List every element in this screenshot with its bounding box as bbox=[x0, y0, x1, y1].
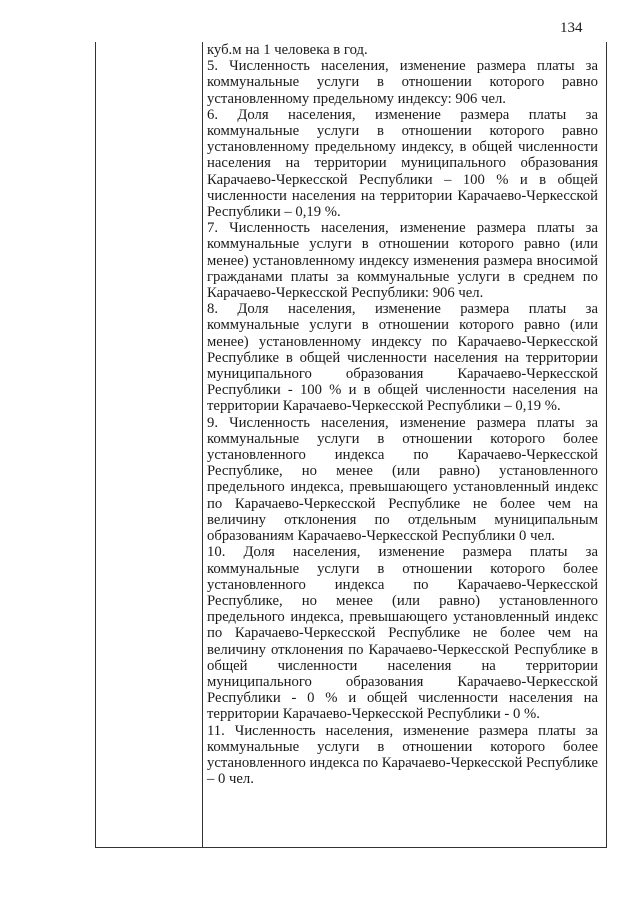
paragraph-item-7: 7. Численность населения, изменение размера платы за коммунальные услуги в отношении которого равно (или менее) установленному индексу изменения размера вносимой гражданами платы за коммунальные услуги в среднем по Карачаево-Черкесской Республики: 906 чел. bbox=[207, 220, 598, 302]
column-divider bbox=[202, 42, 203, 847]
document-table bbox=[95, 42, 607, 848]
paragraph-item-8: 8. Доля населения, изменение размера платы за коммунальные услуги в отношении которого равно (или менее) установленному индексу по Карачаево-Черкесской Республике в общей численности населения на территории муниципального образования Карачаево-Черкесской Республики - 100 % и в общей численности населения на территории Карачаево-Черкесской Республики – 0,19 %. bbox=[207, 301, 598, 415]
paragraph-continuation: куб.м на 1 человека в год. bbox=[207, 42, 368, 58]
paragraph-item-11: 11. Численность населения, изменение размера платы за коммунальные услуги в отношении которого более установленного индекса по Карачаево-Черкесской Республике – 0 чел. bbox=[207, 722, 598, 788]
paragraph-item-6: 6. Доля населения, изменение размера платы за коммунальные услуги в отношении которого равно установленному предельному индексу, в общей численности населения на территории муниципального образования Карачаево-Черкесской Республики – 100 % и в общей численности населения на территории Карачаево-Черкесской Республики – 0,19 %. bbox=[207, 106, 598, 221]
page-number: 134 bbox=[560, 20, 583, 36]
paragraph-item-10: 10. Доля населения, изменение размера платы за коммунальные услуги в отношении которого более установленного индекса по Карачаево-Черкесской Республике, но менее (или равно) установленного предельного индекса, превышающего установленный индекс по Карачаево-Черкесской Республике не более чем на величину отклонения по Карачаево-Черкесской Республике в общей численности населения на территории муниципального образования Карачаево-Черкесской Республики - 0 % и общей численности населения на территории Карачаево-Черкесской Республики - 0 %. bbox=[207, 544, 598, 723]
paragraph-item-9: 9. Численность населения, изменение размера платы за коммунальные услуги в отношении которого более установленного индекса по Карачаево-Черкесской Республике, но менее (или равно) установленного предельного индекса, превышающего установленный индекс по Карачаево-Черкесской Республике не более чем на величину отклонения по отдельным муниципальным образованиям Карачаево-Черкесской Республики 0 чел. bbox=[207, 414, 598, 545]
paragraph-item-5: 5. Численность населения, изменение размера платы за коммунальные услуги в отношении которого равно установленному предельному индексу: 906 чел. bbox=[207, 58, 598, 107]
table-cell-content bbox=[207, 42, 598, 787]
